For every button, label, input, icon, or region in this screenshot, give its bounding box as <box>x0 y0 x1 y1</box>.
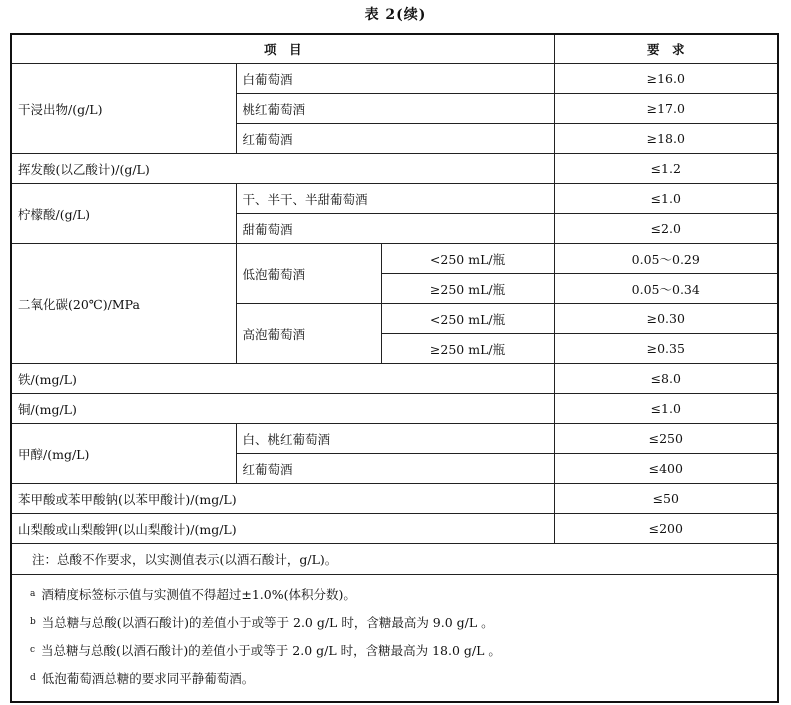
row-label-volatile-acid: 挥发酸(以乙酸计)/(g/L) <box>11 154 554 184</box>
footnotes-row <box>11 575 778 703</box>
footnote-mark: c <box>30 645 36 655</box>
volume-label: ≥250 mL/瓶 <box>381 334 554 364</box>
row-label-sorbic: 山梨酸或山梨酸钾(以山梨酸计)/(mg/L) <box>11 514 554 544</box>
row-label-iron: 铁/(mg/L) <box>11 364 554 394</box>
table-row <box>11 394 778 424</box>
footnote-text: 当总糖与总酸(以酒石酸计)的差值小于或等于 2.0 g/L 时，含糖最高为 18.0 g/L 。 <box>41 643 501 658</box>
volume-label: <250 mL/瓶 <box>381 304 554 334</box>
footnotes <box>11 575 778 703</box>
volume-label: ≥250 mL/瓶 <box>381 274 554 304</box>
table-row <box>11 484 778 514</box>
value-cell: 0.05～0.34 <box>554 274 778 304</box>
note-row <box>11 544 778 575</box>
requirements-table <box>10 33 779 703</box>
table-row <box>11 514 778 544</box>
sub-label: 红葡萄酒 <box>236 454 554 484</box>
sub-label-high: 高泡葡萄酒 <box>236 304 381 364</box>
row-label-dry-extract: 干浸出物/(g/L) <box>11 64 236 154</box>
row-label-copper: 铜/(mg/L) <box>11 394 554 424</box>
value-cell: ≤200 <box>554 514 778 544</box>
value-cell: ≤1.2 <box>554 154 778 184</box>
row-label-co2: 二氧化碳(20℃)/MPa <box>11 244 236 364</box>
value-cell: ≥16.0 <box>554 64 778 94</box>
row-label-benzoic: 苯甲酸或苯甲酸钠(以苯甲酸计)/(mg/L) <box>11 484 554 514</box>
footnote-mark: b <box>30 617 36 627</box>
sub-label-low: 低泡葡萄酒 <box>236 244 381 304</box>
header-row <box>11 34 778 64</box>
footnote-text: 当总糖与总酸(以酒石酸计)的差值小于或等于 2.0 g/L 时，含糖最高为 9.0 g/L 。 <box>41 615 494 630</box>
value-cell: ≤250 <box>554 424 778 454</box>
footnote-mark: d <box>30 673 36 683</box>
value-cell: ≥17.0 <box>554 94 778 124</box>
sub-label: 甜葡萄酒 <box>236 214 554 244</box>
table-row <box>11 364 778 394</box>
footnote-text: 酒精度标签标示值与实测值不得超过±1.0%(体积分数)。 <box>41 587 356 602</box>
value-cell: ≤1.0 <box>554 184 778 214</box>
header-item: 项 目 <box>11 34 554 64</box>
table-row <box>11 244 778 274</box>
value-cell: ≤1.0 <box>554 394 778 424</box>
footnote-b <box>30 609 767 637</box>
sub-label: 白葡萄酒 <box>236 64 554 94</box>
table-row <box>11 64 778 94</box>
sub-label: 白、桃红葡萄酒 <box>236 424 554 454</box>
footnote-mark: a <box>30 589 36 599</box>
value-cell: ≤50 <box>554 484 778 514</box>
value-cell: ≤400 <box>554 454 778 484</box>
value-cell: ≤2.0 <box>554 214 778 244</box>
footnote-c <box>30 637 767 665</box>
footnote-a <box>30 581 767 609</box>
footnote-text: 低泡葡萄酒总糖的要求同平静葡萄酒。 <box>41 671 255 686</box>
value-cell: ≥0.30 <box>554 304 778 334</box>
sub-label: 桃红葡萄酒 <box>236 94 554 124</box>
value-cell: ≥0.35 <box>554 334 778 364</box>
value-cell: ≤8.0 <box>554 364 778 394</box>
table-row <box>11 184 778 214</box>
value-cell: ≥18.0 <box>554 124 778 154</box>
header-requirement: 要 求 <box>554 34 778 64</box>
row-label-methanol: 甲醇/(mg/L) <box>11 424 236 484</box>
table-note: 注：总酸不作要求，以实测值表示(以酒石酸计，g/L)。 <box>11 544 778 575</box>
sub-label: 干、半干、半甜葡萄酒 <box>236 184 554 214</box>
volume-label: <250 mL/瓶 <box>381 244 554 274</box>
footnote-d <box>30 665 767 693</box>
table-row <box>11 424 778 454</box>
value-cell: 0.05～0.29 <box>554 244 778 274</box>
table-row <box>11 154 778 184</box>
table-title: 表 2(续) <box>364 7 427 23</box>
sub-label: 红葡萄酒 <box>236 124 554 154</box>
row-label-citric-acid: 柠檬酸/(g/L) <box>11 184 236 244</box>
